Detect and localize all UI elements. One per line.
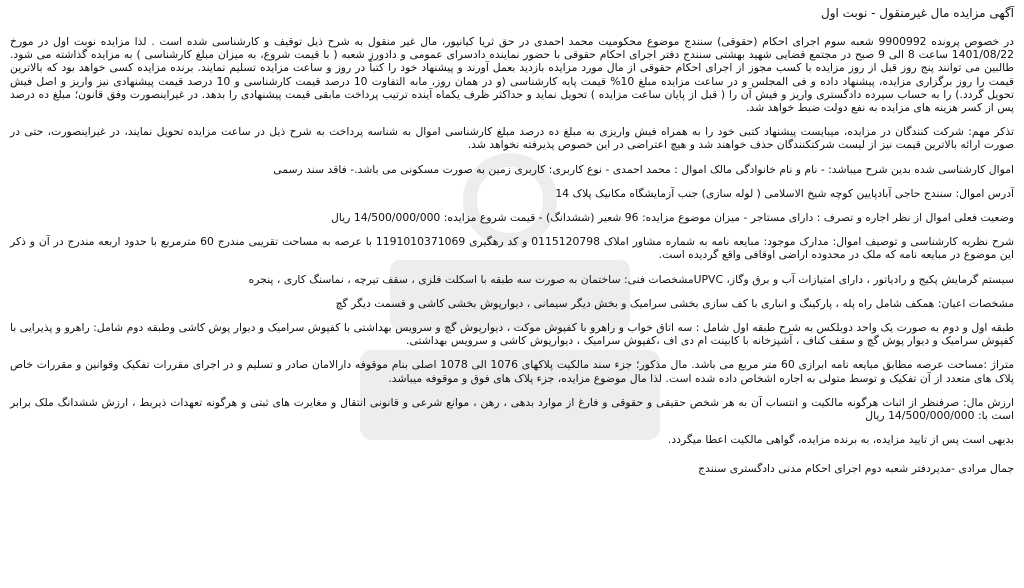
paragraph-area: متراژ :مساحت عرصه مطابق مبایعه نامه ابرازی 60 متر مربع می باشد. مال مذکور؛ جزء سند مالکیت پلاکهای 1076 الی 1078 اصلی بنام موقوفه دارالامان صادر و تسلیم و در اجرای مقررات تفکیک وقوانین و مقررات خاص پلاک های متعدد از آن تفکیک و توسط متولی به اجاره اشخاص داده شده است. لذا مال موضوع مزایده، جزء پلاک های فوق و موقوفه میباشد. [10,358,1015,385]
paragraph-value: ارزش مال: صرفنظر از اثبات هرگونه مالکیت و انتساب آن به هر شخص حقیقی و حقوقی و فارغ از موارد بدهی ، رهن ، موانع شرعی و قانونی انتقال و مغایرت های ثبتی و هرگونه تعهدات ذیربط ، ارزش ششدانگ ملک برابر است با: 14/500/000/000 ریال [10,395,1014,423]
paragraph-technical-specs: سیستم گرمایش پکیج و رادیاتور ، دارای امتیازات آب و برق وگاز، UPVCمشخصات فنی: ساختمان به صورت سه طبقه با اسکلت فلزی ، سقف تیرچه ، نماسنگ کاری ، پنجره [248,272,1014,286]
paragraph-ground-floor: مشخصات اعیان: همکف شامل راه پله ، پارکینگ و انباری با کف سازی بخشی سرامیک و بخش دیگر سیمانی ، دیوارپوش بخشی کاشی و قسمت دیگر گچ [335,296,1014,310]
paragraph-upper-floors: طبقه اول و دوم به صورت یک واحد دوبلکس به شرح طبقه اول شامل : سه اتاق خواب و راهرو با کفپوش موکت ، دیوارپوش گچ و سرویس بهداشتی با کفپوش سرامیک و دیوار پوش کاشی وطبقه دوم شامل: راهرو و پذیرایی با کفپوش سرامیک و دیوار پوش گچ و سقف کناف ، آشپزخانه با کابینت ام دی اف ،کفپوش سرامیک ، دیوارپوش کاشی و سرویس بهداشتی. [10,321,1014,348]
paragraph-expert-opinion: شرح نظریه کارشناسی و توصیف اموال: مدارک موجود: مبایعه نامه به شماره مشاور املاک 0115120798 و کد رهگیری 1191010371069 با عرصه به مساحت تقریبی مندرج 60 مترمربع با حدود اربعه مندرج در آن و ذکر این موضوع در مبایعه نامه که ملک در محدوده اراضی اوقافی واقع گردیده است. [10,235,1015,262]
paragraph-property-address: آدرس اموال: سنندج حاجی آبادپایین کوچه شیخ الاسلامی ( لوله سازی) جنب آزمایشگاه مکانیک پلاک 14 [555,186,1014,200]
paragraph-important-note: تذکر مهم: شرکت کنندگان در مزایده، میبایست پیشنهاد کتبی خود را به همراه فیش واریزی به مبلغ ده درصد مبلغ کارشناسی اموال به شناسه پرداخت به شرح ذیل در ساعت مزایده تحویل نمایند، در غیراینصورت، حتی در صورت ارائه بالاترین قیمت نیز از لیست شرکتکنندگان حذف خواهند شد و هیچ اعتراضی در این خصوص پذیرفته نخواهد شد. [10,125,1014,152]
notice-title: آگهی مزایده مال غیرمنقول - نوبت اول [821,6,1014,20]
paragraph-ownership-certificate: بدیهی است پس از تایید مزایده، به برنده مزایده، گواهی مالکیت اعطا میگردد. [667,433,1014,447]
auction-notice [10,6,1014,476]
paragraph-intro: در خصوص پرونده 9900992 شعبه سوم اجرای احکام (حقوقی) سنندج موضوع محکومیت محمد احمدی در حق ثریا کیانپور، مال غیر منقول به شرح ذیل توقیف و کارشناسی شده است . لذا مزایده نوبت اول در مورخ 1401/08/22 ساعت 8 الی 9 صبح در مجتمع قضایی شهید بهشتی سنندج دفتر اجرای احکام حقوقی با حضور نماینده دادسرای عمومی و دادورز شعبه ( با قیمت شروع، به میزان مبلغ کارشناسی ) به مزایده گذاشته می شود. طالبین می توانند پنج روز قبل از روز مزایده با کسب مجوز از اجرای احکام حقوقی از مال مورد مزایده بازدید بعمل آورند و پیشنهاد خود را کتباً در روز و ساعت مزایده تسلیم نمایند. برنده مزایده کسی خواهد بود که بالاترین قیمت را روز برگزاری مزایده، پیشنهاد داده و فی المجلس و در ساعت مزایده مبلغ 10% قیمت پایه کارشناسی (و در همان روز، مابه التفاوت 10 درصد قیمت کارشناسی و 10 درصد قیمت پیشنهادی نیز واریز و اصل فیش تحویل گردد.) را به حساب سپرده دادگستری واریز و فیش آن را ( قبل از پایان ساعت مزایده ) تحویل نماید و حداکثر ظرف یکماه آینده ترتیب پرداخت مابقی قیمت پیشنهادی را بدهد. در غیراینصورت وفق قانون؛ مبلغ ده درصد پس از کسر هزینه های مزایده به نفع دولت ضبط خواهد شد. [10,35,1015,115]
paragraph-property-status: وضعیت فعلی اموال از نظر اجاره و تصرف : دارای مستاجر - میزان موضوع مزایده: 96 شعیر (ششدانگ) - قیمت شروع مزایده: 14/500/000/000 ریال [331,211,1014,225]
signature-line: جمال مرادی -مدیردفتر شعبه دوم اجرای احکام مدنی دادگستری سنندج [698,462,1014,476]
paragraph-property-owner: اموال کارشناسی شده بدین شرح میباشد: - نام و نام خانوادگی مالک اموال : محمد احمدی - نوع کاربری: کاربری زمین به صورت مسکونی می باشد.- فاقد سند رسمی [273,162,1014,176]
